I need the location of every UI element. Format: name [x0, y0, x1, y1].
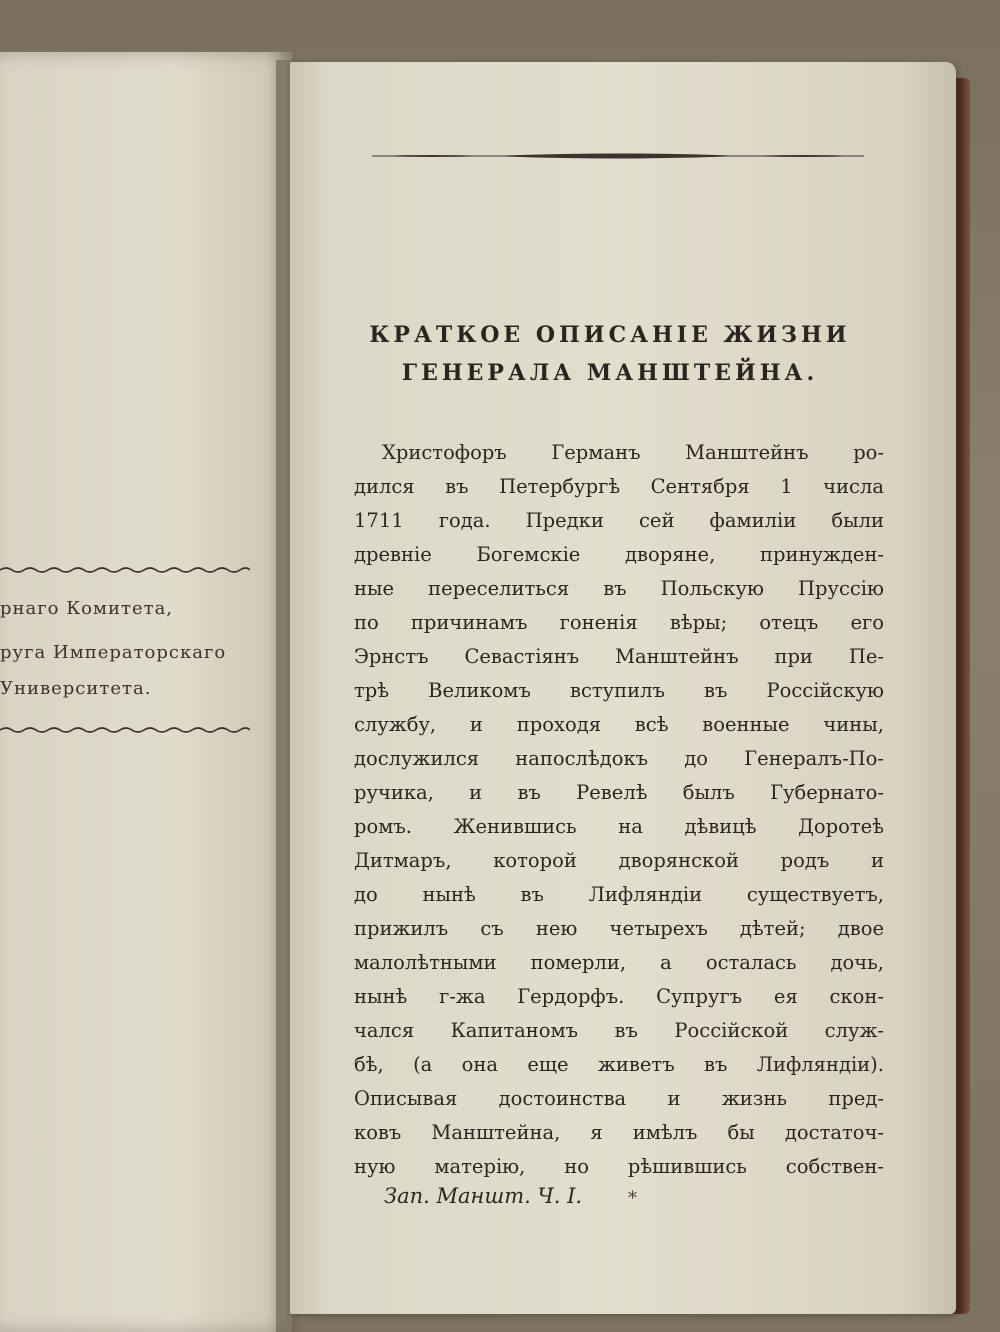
text-line: ные переселиться въ Польскую Пруссію — [354, 577, 884, 600]
text-line: ковъ Манштейна, я имѣлъ бы достаточ- — [354, 1121, 884, 1144]
text-line: Христофоръ Германъ Манштейнъ ро- — [382, 441, 884, 464]
left-page-line: руга Императорскаго — [0, 642, 227, 663]
left-page-line: рнаго Комитета, — [0, 598, 174, 619]
top-ornament-rule — [372, 152, 864, 160]
text-line: службу, и проходя всѣ военные чины, — [354, 713, 884, 736]
text-line: нынѣ г-жа Гердорфъ. Супругъ ея скон- — [354, 985, 884, 1008]
text-line: бѣ, (а она еще живетъ въ Лифляндіи). — [354, 1053, 884, 1076]
text-line: дился въ Петербургѣ Сентября 1 числа — [354, 475, 884, 498]
text-line: трѣ Великомъ вступилъ въ Россійскую — [354, 679, 884, 702]
text-line: ную матерію, но рѣшившись собствен- — [354, 1155, 884, 1178]
text-line: 1711 года. Предки сей фамиліи были — [354, 509, 884, 532]
text-line: ручика, и въ Ревелѣ былъ Губернато- — [354, 781, 884, 804]
left-ornament-rule-bottom — [0, 726, 250, 734]
left-page-line: Университета. — [0, 678, 152, 699]
text-line: малолѣтными померли, а осталась дочь, — [354, 951, 884, 974]
text-line: дослужился напослѣдокъ до Генералъ-По- — [354, 747, 884, 770]
chapter-title-line: ГЕНЕРАЛА МАНШТЕЙНА. — [401, 360, 819, 386]
text-line: по причинамъ гоненія вѣры; отецъ его — [354, 611, 884, 634]
text-line: Дитмаръ, которой дворянской родъ и — [354, 849, 884, 872]
text-line: чался Капитаномъ въ Россійской служ- — [354, 1019, 884, 1042]
text-line: Описывая достоинства и жизнь пред- — [354, 1087, 884, 1110]
text-line: до нынѣ въ Лифляндіи существуетъ, — [354, 883, 884, 906]
body-text — [354, 436, 884, 1184]
text-line: древніе Богемскіе дворяне, принужден- — [354, 543, 884, 566]
page-footer-signature: Зап. Маншт. Ч. I. — [384, 1184, 583, 1208]
text-line: ромъ. Женившись на дѣвицѣ Доротеѣ — [354, 815, 884, 838]
footer-mark: * — [628, 1188, 637, 1209]
chapter-title-line: КРАТКОЕ ОПИСАНІЕ ЖИЗНИ — [369, 322, 851, 348]
left-ornament-rule-top — [0, 566, 250, 574]
text-line: прижилъ съ нею четырехъ дѣтей; двое — [354, 917, 884, 940]
text-line: Эрнстъ Севастіянъ Манштейнъ при Пе- — [354, 645, 884, 668]
